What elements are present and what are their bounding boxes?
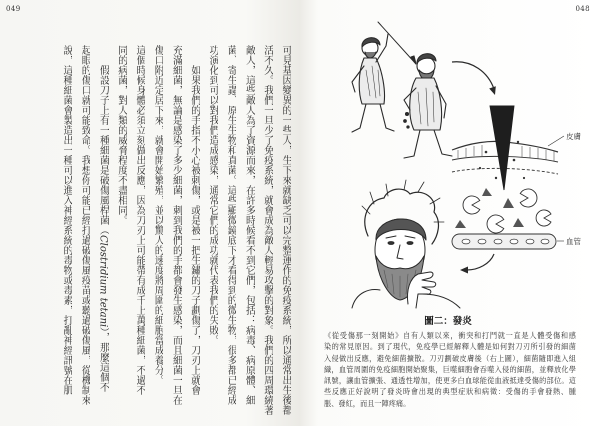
text-column: 傷口附近定居下來，就會開始繁殖，並以驚人的速度將周圍的細胞當成養分。 bbox=[152, 45, 164, 385]
caveman-fight-illustration bbox=[352, 22, 452, 158]
arrow-icon bbox=[460, 254, 494, 274]
caption-line: 訊號，讓血管擴張、通透性增加，使更多白血球能從血液抵達受傷的部位。這 bbox=[324, 376, 576, 386]
caption-line: 入侵做出反應，避免細菌擴散。刀刃劃破皮膚後（右上圖），細菌隨即進入組 bbox=[324, 353, 576, 363]
skin-wound-diagram bbox=[452, 106, 564, 249]
page-number: 049 bbox=[6, 5, 21, 13]
text-column: 如果我們的手指不小心被刺傷，或是被一把生鏽的刀子劃傷了，刀刃上就會 bbox=[188, 65, 200, 395]
wounded-figure bbox=[404, 54, 452, 158]
injured-man-illustration bbox=[352, 180, 460, 308]
caption-line: 些反應正好說明了發炎時會出現的典型症狀和病徵：受傷的手會發熱、腫 bbox=[324, 387, 576, 397]
inflammation-figure bbox=[300, 0, 600, 310]
page-number: 048 bbox=[575, 5, 590, 13]
text-column: 菌、寄生蟲、原生生物和真菌。這些顯微鏡底下才看得到的微生物，很多都已經成 bbox=[225, 45, 237, 405]
figure-caption-title: 圖二：發炎 bbox=[424, 316, 472, 327]
text-column: 活不久。我們一旦少了免疫系統，就會成為敵人輕易攻擊的對象。我們的四周環繞著 bbox=[261, 45, 273, 415]
column-text: ），那麼這個不 bbox=[97, 327, 109, 393]
label-blood-vessel: 血管 bbox=[566, 237, 581, 246]
text-column: 可見基因變異的一些人，生下來就缺乏可以完整運作的免疫系統，所以通常出生後都 bbox=[280, 45, 291, 415]
text-column bbox=[97, 45, 109, 417]
caption-line: 《從受傷那一刻開始》自有人類以來，衝突和打鬥就一直是人體受傷和感 bbox=[324, 331, 576, 340]
figure-caption bbox=[324, 330, 576, 409]
text-column: 同的病菌，對人類的威脅程度不盡相同。 bbox=[115, 45, 127, 225]
text-column: 功演化到可以對我們造成感染，通常它們的成功就代表我們的失敗。 bbox=[207, 45, 218, 345]
text-column: 敵人，這些敵人為了資源而來，在許多時候看不到它們，包括：病毒、病原體、細 bbox=[243, 45, 255, 405]
column-text: 假設刀子上有一種細菌是破傷風桿菌（ bbox=[97, 65, 109, 235]
text-column: 這個時候身體必須立刻做出反應，因為刀刃上可能帶有成千上萬種細菌，不過不 bbox=[134, 45, 145, 395]
text-column: 說，這種細菌會製造出一種可以進入神經系統的毒物或毒素，打亂神經訊號在肌 bbox=[61, 45, 72, 395]
text-column: 充滿細菌，無論是感染了多少細菌，刺到我們的手都會發生感染，而且細菌一旦在 bbox=[170, 45, 182, 405]
text-column: 起眼的傷口就可能致命。我想你可能已經打過破傷風疫苗或聽過破傷風，從機制來 bbox=[79, 45, 91, 405]
caption-line: 染的常見原因。到了現代，免疫學已經解釋人體是如何對刀刃所引發的細菌 bbox=[324, 342, 576, 352]
blade bbox=[490, 106, 514, 190]
caption-line: 織，血管周圍的免疫細胞開始聚集，巨噬細胞會吞噬入侵的細菌，並釋放化學 bbox=[324, 364, 576, 374]
arrow-icon bbox=[452, 62, 496, 95]
right-page bbox=[300, 0, 600, 426]
immune-cells bbox=[463, 189, 551, 233]
caption-line: 脹、發紅，而且一陣疼痛。 bbox=[324, 398, 411, 408]
latin-species-name: Clostridium tetani bbox=[97, 235, 109, 328]
label-skin: 皮膚 bbox=[566, 132, 581, 141]
